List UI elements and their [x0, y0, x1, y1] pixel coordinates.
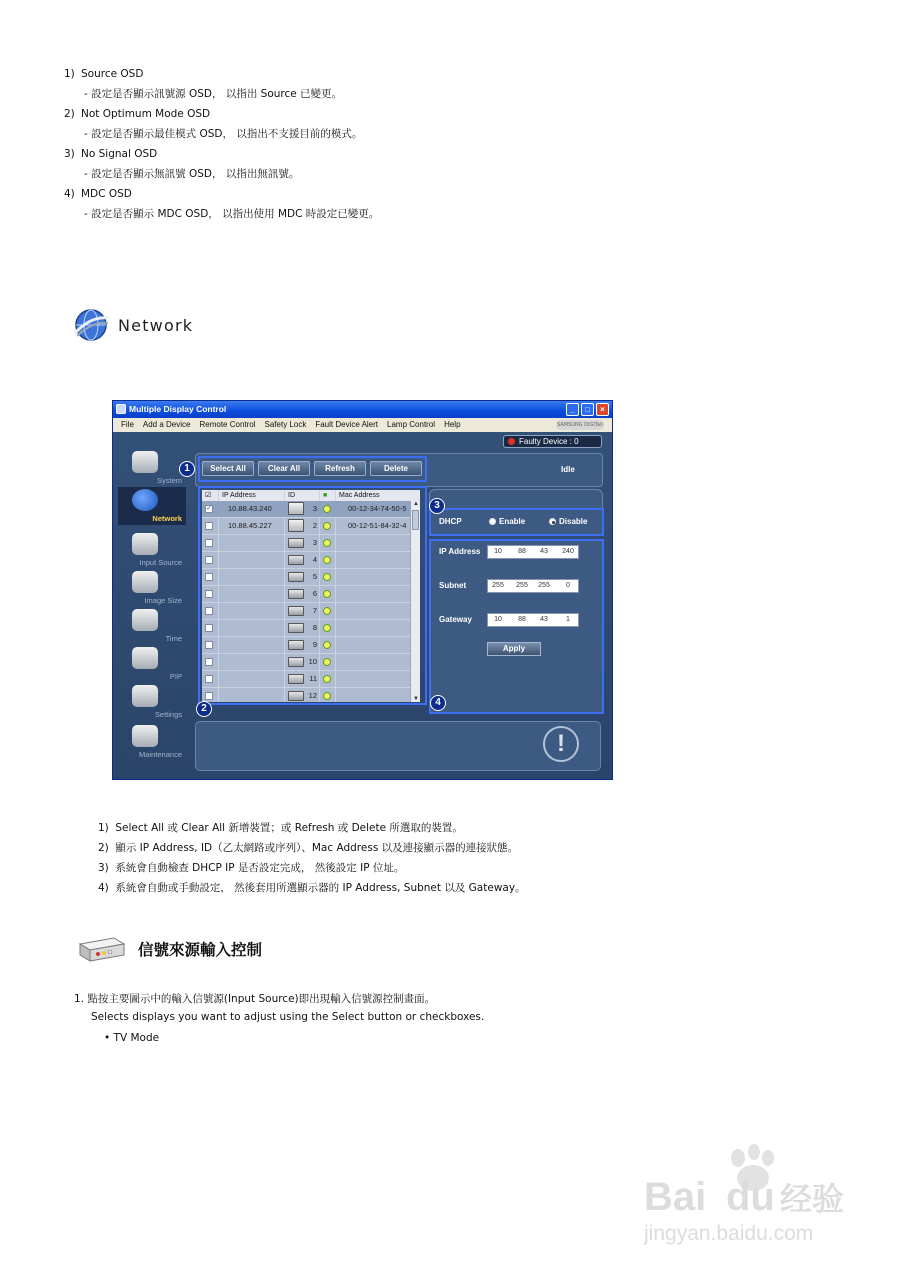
octet: 255	[492, 582, 504, 589]
sidebar-label: Maintenance	[139, 750, 182, 759]
note-text: 系統會自動或手動設定， 然後套用所選顯示器的 IP Address, Subnet 以及 Gateway。	[115, 882, 526, 894]
row-id: 2	[312, 521, 317, 530]
column-id: ID	[288, 492, 295, 499]
row-id: 3	[312, 538, 317, 547]
refresh-button[interactable]: Refresh	[314, 461, 366, 476]
octet: 1	[566, 616, 570, 623]
sidebar-item-settings[interactable]	[118, 683, 186, 721]
maintenance-icon	[132, 725, 158, 747]
item-number: 1)	[64, 68, 75, 80]
column-mac-address: Mac Address	[339, 492, 380, 499]
octet: 88	[518, 616, 526, 623]
row-id: 9	[312, 640, 317, 649]
sidebar-label: PIP	[169, 672, 182, 681]
note-number: 3)	[98, 862, 109, 874]
window-title: Multiple Display Control	[129, 404, 227, 414]
menu-help[interactable]: Help	[444, 420, 461, 429]
dhcp-panel	[429, 508, 604, 536]
clock-icon	[132, 609, 158, 631]
brand-logo: SAMSUNG DIGITall	[557, 422, 603, 428]
radio-label: Enable	[499, 517, 526, 526]
serial-device-icon	[288, 674, 304, 684]
dhcp-enable-radio[interactable]	[489, 517, 525, 526]
serial-device-icon	[288, 589, 304, 599]
item-title: Source OSD	[81, 68, 144, 80]
settings-icon	[132, 685, 158, 707]
status-led-icon	[323, 505, 331, 513]
note-text: 顯示 IP Address, ID（乙太網路或序列）、Mac Address 以及連接顯示器的連接狀態。	[115, 842, 519, 854]
network-globe-icon	[72, 306, 110, 344]
note-number: 2)	[98, 842, 109, 854]
faulty-device-indicator: Faulty Device : 0	[503, 435, 602, 448]
sidebar-label: System	[156, 476, 182, 485]
row-id: 3	[312, 504, 317, 513]
note-item	[98, 818, 526, 838]
sidebar-label: Network	[152, 514, 182, 523]
radio-label: Disable	[559, 517, 588, 526]
row-checkbox[interactable]	[205, 624, 213, 632]
menu-safety-lock[interactable]: Safety Lock	[264, 420, 307, 429]
status-led-icon	[323, 556, 331, 564]
baidu-watermark-logo	[640, 1140, 860, 1250]
minimize-icon[interactable]: _	[566, 403, 579, 416]
table-row[interactable]	[202, 688, 410, 702]
table-row[interactable]	[202, 535, 410, 552]
row-ip: 10.88.45.227	[228, 521, 272, 530]
device-table	[202, 490, 420, 702]
sidebar-item-time[interactable]	[118, 607, 186, 645]
sidebar	[118, 449, 186, 775]
scroll-thumb[interactable]	[412, 510, 419, 530]
row-checkbox[interactable]	[205, 607, 213, 615]
note-item	[98, 858, 526, 878]
row-checkbox[interactable]	[205, 658, 213, 666]
table-row[interactable]	[202, 586, 410, 603]
item-number: 4)	[64, 188, 75, 200]
note-item	[98, 878, 526, 898]
header-checkbox[interactable]: ☑	[205, 492, 212, 499]
network-notes	[98, 818, 526, 898]
item-description: - 設定是否顯示 MDC OSD， 以指出使用 MDC 時設定已變更。	[84, 208, 380, 220]
select-all-button[interactable]: Select All	[202, 461, 254, 476]
status-led-icon	[323, 607, 331, 615]
serial-device-icon	[288, 623, 304, 633]
callout-4: 4	[430, 695, 446, 711]
status-column-icon: ■	[323, 492, 328, 499]
table-row[interactable]	[202, 603, 410, 620]
dhcp-disable-radio[interactable]	[549, 517, 587, 526]
serial-device-icon	[288, 640, 304, 650]
delete-button[interactable]: Delete	[370, 461, 422, 476]
item-number: 2)	[64, 108, 75, 120]
table-row[interactable]	[202, 671, 410, 688]
table-row[interactable]	[202, 654, 410, 671]
scroll-down-icon[interactable]: ▼	[413, 696, 419, 702]
status-led-icon	[323, 692, 331, 700]
input-source-device-icon	[76, 934, 126, 964]
osd-list	[64, 64, 664, 224]
table-row[interactable]	[202, 637, 410, 654]
status-text: Idle	[561, 465, 575, 474]
status-led-icon	[323, 573, 331, 581]
sidebar-item-network[interactable]	[118, 487, 186, 525]
menu-bar	[113, 418, 612, 432]
row-id: 5	[312, 572, 317, 581]
serial-device-icon	[288, 606, 304, 616]
osd-item	[64, 104, 664, 124]
row-checkbox[interactable]: ✓	[206, 505, 212, 512]
sidebar-label: Settings	[154, 710, 182, 719]
row-mac: 00-12-51-84-32-4	[348, 521, 407, 530]
ip-address-label: IP Address	[439, 547, 481, 556]
tv-mode-bullet: • TV Mode	[104, 1032, 160, 1044]
sidebar-item-image-size[interactable]	[118, 569, 186, 607]
message-panel	[195, 721, 601, 771]
sidebar-label: Time	[165, 634, 182, 643]
scroll-up-icon[interactable]: ▲	[413, 501, 419, 507]
ip-settings-panel	[429, 539, 604, 714]
note-number: 4)	[98, 882, 109, 894]
status-led-icon	[323, 675, 331, 683]
octet: 240	[562, 548, 574, 555]
radio-off-icon	[489, 518, 496, 525]
item-description: - 設定是否顯示無訊號 OSD， 以指出無訊號。	[84, 168, 300, 180]
row-checkbox[interactable]	[205, 539, 213, 547]
note-item	[98, 838, 526, 858]
row-id: 8	[312, 623, 317, 632]
octet: 255	[538, 582, 550, 589]
input-source-icon	[132, 533, 158, 555]
serial-device-icon	[288, 538, 304, 548]
sidebar-item-system[interactable]	[118, 449, 186, 487]
row-id: 4	[312, 555, 317, 564]
row-checkbox[interactable]	[205, 522, 213, 530]
table-scrollbar[interactable]	[410, 501, 420, 702]
row-mac: 00-12-34-74-50-5	[348, 504, 407, 513]
sidebar-item-pip[interactable]	[118, 645, 186, 683]
octet: 255	[516, 582, 528, 589]
section-title: 信號來源輸入控制	[138, 941, 263, 959]
octet: 10	[494, 548, 502, 555]
table-header	[202, 490, 420, 501]
section-title: Network	[118, 315, 194, 335]
status-led-icon	[323, 522, 331, 530]
system-icon	[132, 451, 158, 473]
radio-on-icon	[549, 518, 556, 525]
octet: 43	[540, 548, 548, 555]
input-source-steps	[74, 990, 484, 1026]
pip-icon	[132, 647, 158, 669]
menu-add-device[interactable]: Add a Device	[142, 420, 191, 429]
status-led-icon	[323, 590, 331, 598]
status-led-icon	[323, 539, 331, 547]
step-text: 1. 點按主要圖示中的輸入信號源(Input Source)即出現輸入信號源控制畫面。	[74, 993, 436, 1005]
dhcp-label: DHCP	[439, 517, 462, 526]
step-subtext: Selects displays you want to adjust using the Select button or checkboxes.	[91, 1011, 485, 1023]
input-source-section-heading	[76, 934, 262, 964]
callout-3: 3	[429, 498, 445, 514]
mdc-window	[112, 400, 613, 780]
serial-device-icon	[288, 572, 304, 582]
maximize-icon[interactable]: □	[581, 403, 594, 416]
table-row[interactable]	[202, 552, 410, 569]
svg-text:jingyan.baidu.com: jingyan.baidu.com	[644, 1222, 814, 1245]
svg-text:du: du	[726, 1175, 775, 1219]
row-checkbox[interactable]	[205, 641, 213, 649]
close-icon[interactable]: ×	[596, 403, 609, 416]
octet: 0	[566, 582, 570, 589]
serial-device-icon	[288, 691, 304, 701]
status-led-icon	[323, 658, 331, 666]
octet: 88	[518, 548, 526, 555]
row-checkbox[interactable]	[205, 590, 213, 598]
svg-text:Bai: Bai	[644, 1175, 707, 1219]
sidebar-label: Image Size	[144, 596, 182, 605]
status-led-icon	[323, 624, 331, 632]
menu-remote-control[interactable]: Remote Control	[199, 420, 256, 429]
note-number: 1)	[98, 822, 109, 834]
app-icon	[116, 404, 126, 414]
subnet-field[interactable]	[487, 579, 579, 593]
table-row[interactable]	[202, 569, 410, 586]
sidebar-label: Input Source	[139, 558, 182, 567]
warning-icon: !	[543, 726, 579, 762]
network-section-heading	[72, 306, 193, 344]
menu-lamp-control[interactable]: Lamp Control	[387, 420, 436, 429]
ethernet-device-icon	[288, 502, 304, 515]
network-icon	[132, 489, 158, 511]
callout-2: 2	[196, 701, 212, 717]
row-checkbox[interactable]	[205, 675, 213, 683]
row-id: 10	[308, 657, 317, 666]
item-description: - 設定是否顯示最佳模式 OSD， 以指出不支援目前的模式。	[84, 128, 363, 140]
table-row[interactable]	[202, 620, 410, 637]
row-checkbox[interactable]	[205, 573, 213, 581]
clear-all-button[interactable]: Clear All	[258, 461, 310, 476]
serial-device-icon	[288, 657, 304, 667]
item-title: MDC OSD	[81, 188, 132, 200]
row-ip: 10.88.43.240	[228, 504, 272, 513]
table-row[interactable]	[202, 501, 410, 518]
sidebar-item-maintenance[interactable]	[118, 723, 186, 761]
row-checkbox[interactable]	[205, 692, 213, 700]
row-id: 6	[312, 589, 317, 598]
column-ip-address: IP Address	[222, 492, 256, 499]
octet: 43	[540, 616, 548, 623]
item-description: - 設定是否顯示訊號源 OSD， 以指出 Source 已變更。	[84, 88, 343, 100]
serial-device-icon	[288, 555, 304, 565]
callout-1: 1	[179, 461, 195, 477]
item-title: Not Optimum Mode OSD	[81, 108, 211, 120]
osd-item	[64, 144, 664, 164]
ethernet-device-icon	[288, 519, 304, 532]
gateway-label: Gateway	[439, 615, 472, 624]
menu-file[interactable]: File	[121, 420, 134, 429]
osd-item	[64, 184, 664, 204]
row-checkbox[interactable]	[205, 556, 213, 564]
table-row[interactable]	[202, 518, 410, 535]
note-text: Select All 或 Clear All 新增裝置；或 Refresh 或 Delete 所選取的裝置。	[115, 822, 463, 834]
osd-item	[64, 64, 664, 84]
row-id: 7	[312, 606, 317, 615]
svg-text:经验: 经验	[780, 1180, 845, 1218]
status-led-icon	[323, 641, 331, 649]
octet: 10	[494, 616, 502, 623]
menu-fault-device-alert[interactable]: Fault Device Alert	[315, 420, 379, 429]
apply-button[interactable]: Apply	[487, 642, 541, 656]
item-title: No Signal OSD	[81, 148, 158, 160]
image-size-icon	[132, 571, 158, 593]
subnet-label: Subnet	[439, 581, 467, 590]
sidebar-item-input-source[interactable]	[118, 531, 186, 569]
gateway-field[interactable]	[487, 613, 579, 627]
row-id: 11	[309, 674, 317, 683]
ip-address-field[interactable]	[487, 545, 579, 559]
note-text: 系統會自動檢查 DHCP IP 是否設定完成， 然後設定 IP 位址。	[115, 862, 405, 874]
window-titlebar	[113, 401, 612, 418]
row-id: 12	[308, 691, 317, 700]
item-number: 3)	[64, 148, 75, 160]
